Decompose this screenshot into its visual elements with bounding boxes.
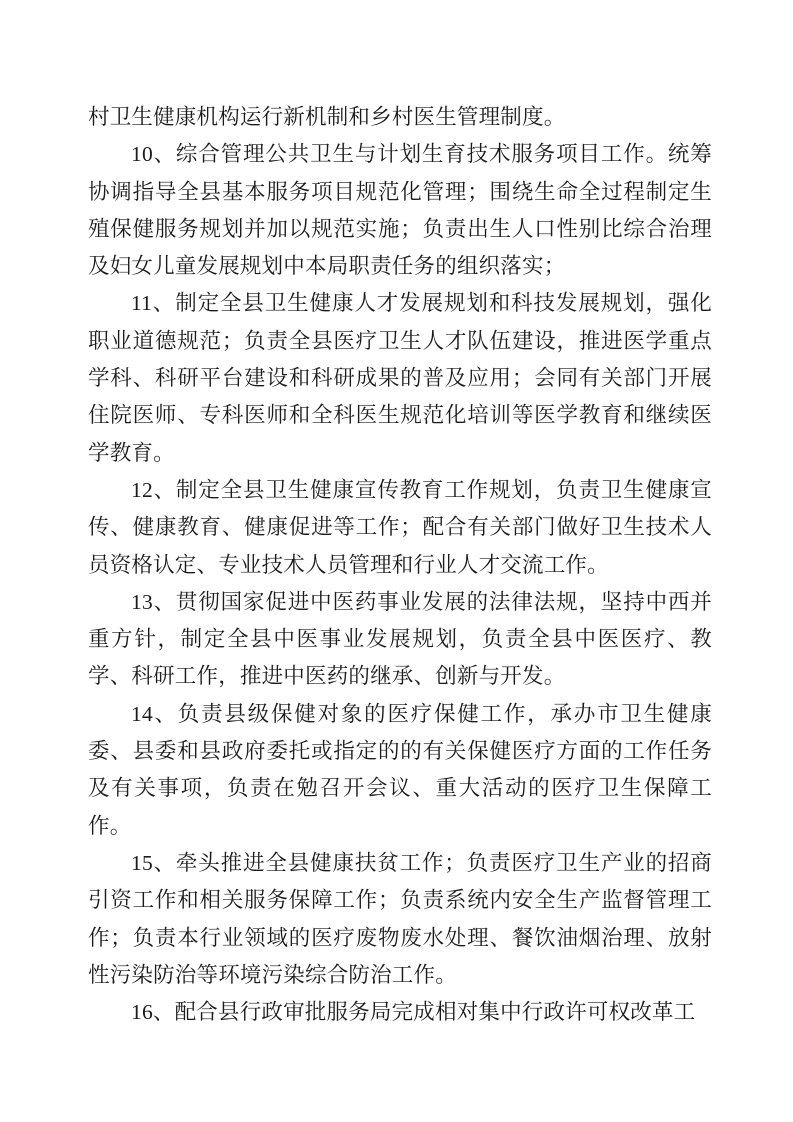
duty-item-16: 16、配合县行政审批服务局完成相对集中行政许可权改革工 — [131, 1000, 696, 1025]
duty-item-14: 14、负责县级保健对象的医疗保健工作，承办市卫生健康委、县委和县政府委托或指定的的有关保健医疗方面的工作任务及有关事项，负责在勉召开会议、重大活动的医疗卫生保障工作。 — [88, 701, 712, 838]
document-body — [88, 99, 712, 1031]
duty-item-11: 11、制定全县卫生健康人才发展规划和科技发展规划，强化职业道德规范；负责全县医疗卫生人才队伍建设，推进医学重点学科、科研平台建设和科研成果的普及应用；会同有关部门开展住院医师、专科医师和全科医生规范化培训等医学教育和继续医学教育。 — [88, 291, 712, 465]
duty-item-12: 12、制定全县卫生健康宣传教育工作规划，负责卫生健康宣传、健康教育、健康促进等工作；配合有关部门做好卫生技术人员资格认定、专业技术人员管理和行业人才交流工作。 — [88, 477, 712, 577]
duty-item-15: 15、牵头推进全县健康扶贫工作；负责医疗卫生产业的招商引资工作和相关服务保障工作；负责系统内安全生产监督管理工作；负责本行业领域的医疗废物废水处理、餐饮油烟治理、放射性污染防治等环境污染综合防治工作。 — [88, 850, 712, 987]
duty-item-10: 10、综合管理公共卫生与计划生育技术服务项目工作。统筹协调指导全县基本服务项目规范化管理；围绕生命全过程制定生殖保健服务规划并加以规范实施；负责出生人口性别比综合治理及妇女儿童发展规划中本局职责任务的组织落实； — [88, 142, 712, 279]
duty-item-13: 13、贯彻国家促进中医药事业发展的法律法规，坚持中西并重方针，制定全县中医事业发展规划，负责全县中医医疗、教学、科研工作，推进中医药的继承、创新与开发。 — [88, 589, 712, 689]
paragraph-continuation: 村卫生健康机构运行新机制和乡村医生管理制度。 — [88, 105, 566, 129]
